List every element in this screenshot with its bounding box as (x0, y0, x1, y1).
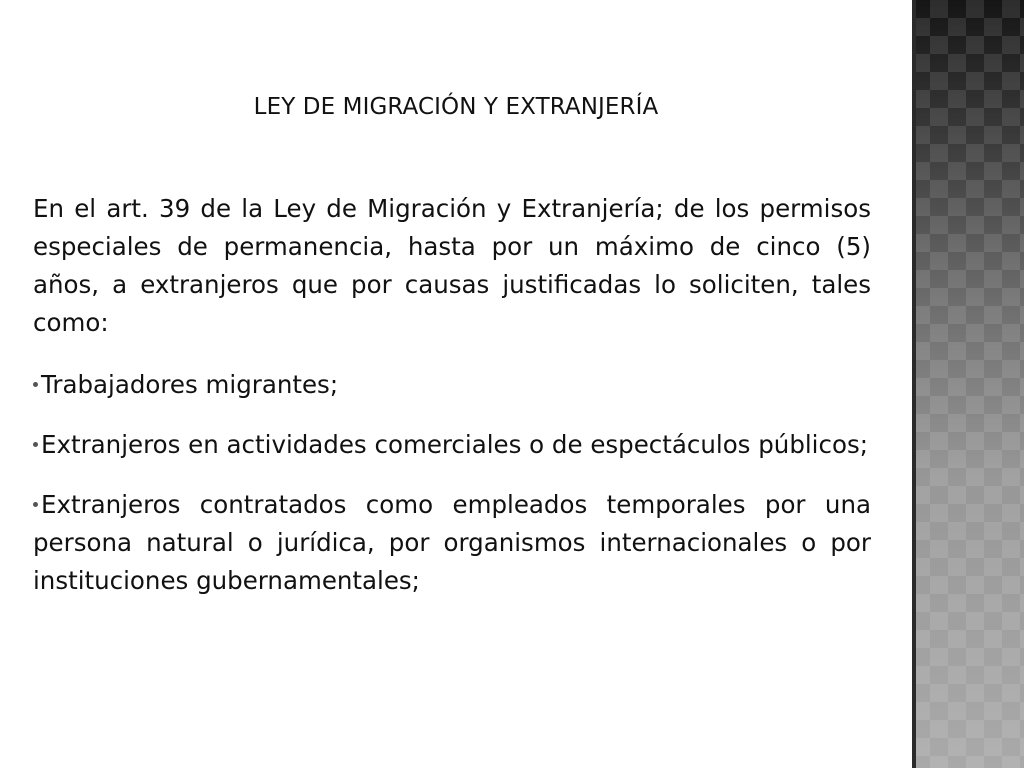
bullet-icon (33, 442, 38, 447)
bullet-item-3 (33, 486, 871, 600)
slide-body (33, 190, 871, 622)
intro-paragraph: En el art. 39 de la Ley de Migración y Extranjería; de los permisos especiales de permanencia, hasta por un máximo de cinco (5) años, a extranjeros que por causas justificadas lo soliciten, tales como: (33, 194, 871, 337)
bullet-item-1 (33, 366, 871, 404)
bullet-text: Trabajadores migrantes; (41, 370, 339, 399)
slide-title: LEY DE MIGRACIÓN Y EXTRANJERÍA (253, 94, 659, 120)
bullet-icon (33, 382, 38, 387)
bullet-icon (33, 502, 38, 507)
bullet-item-2 (33, 426, 871, 464)
bullet-text: Extranjeros en actividades comerciales o de espectáculos públicos; (41, 430, 868, 459)
decorative-side-panel (912, 0, 1024, 768)
bullet-text: Extranjeros contratados como empleados temporales por una persona natural o jurídica, por organismos internacionales o por instituciones gubernamentales; (33, 490, 871, 595)
